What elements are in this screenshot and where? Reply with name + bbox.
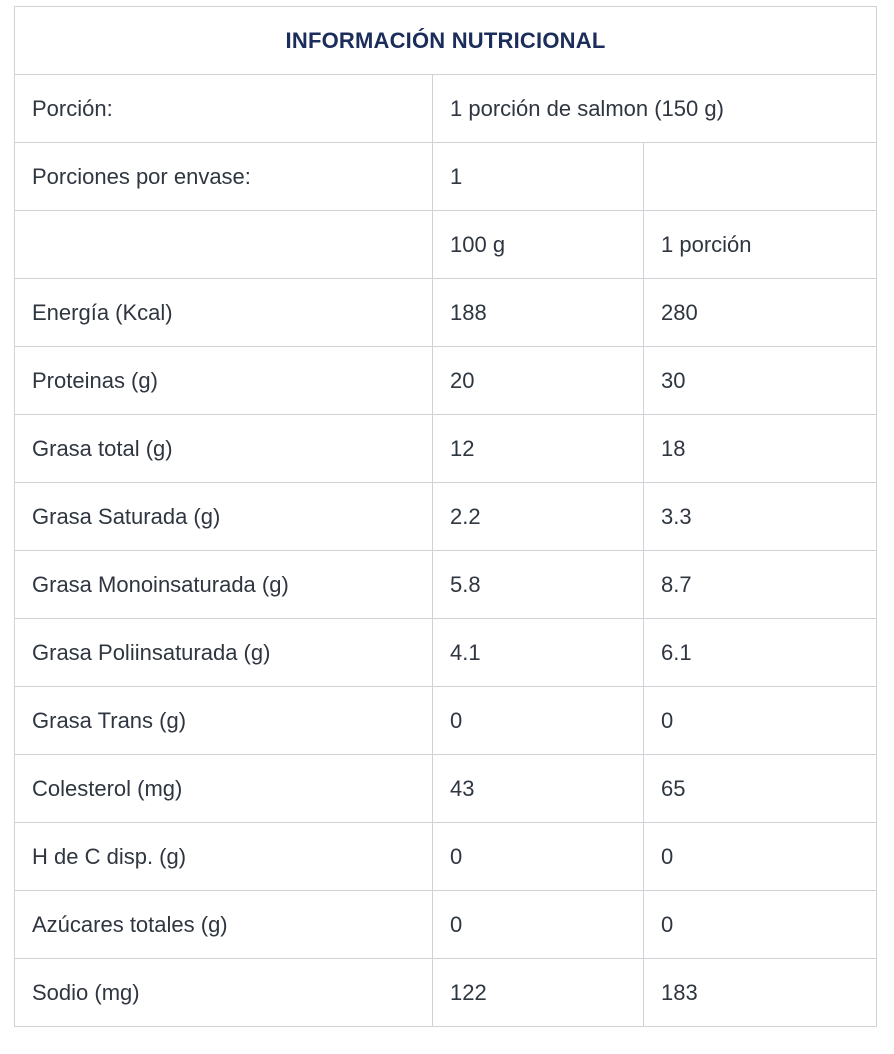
column-header-serving: 1 porción bbox=[644, 211, 877, 279]
value-per-serving: 280 bbox=[644, 279, 877, 347]
nutrient-label: Grasa Poliinsaturada (g) bbox=[15, 619, 433, 687]
table-row bbox=[15, 891, 877, 959]
value-per-100g: 0 bbox=[433, 687, 644, 755]
nutrient-label: Sodio (mg) bbox=[15, 959, 433, 1027]
nutrient-label: Grasa total (g) bbox=[15, 415, 433, 483]
value-per-100g: 20 bbox=[433, 347, 644, 415]
servings-per-container-row bbox=[15, 143, 877, 211]
table-title: INFORMACIÓN NUTRICIONAL bbox=[15, 7, 877, 75]
value-per-serving: 18 bbox=[644, 415, 877, 483]
value-per-serving: 183 bbox=[644, 959, 877, 1027]
value-per-serving: 30 bbox=[644, 347, 877, 415]
value-per-100g: 0 bbox=[433, 823, 644, 891]
nutrient-label: Grasa Monoinsaturada (g) bbox=[15, 551, 433, 619]
nutrient-label: Proteinas (g) bbox=[15, 347, 433, 415]
table-row bbox=[15, 959, 877, 1027]
nutrient-label: Azúcares totales (g) bbox=[15, 891, 433, 959]
value-per-100g: 2.2 bbox=[433, 483, 644, 551]
column-header-row bbox=[15, 211, 877, 279]
servings-per-container-label: Porciones por envase: bbox=[15, 143, 433, 211]
value-per-100g: 4.1 bbox=[433, 619, 644, 687]
value-per-serving: 0 bbox=[644, 687, 877, 755]
value-per-100g: 188 bbox=[433, 279, 644, 347]
nutrient-label: Grasa Saturada (g) bbox=[15, 483, 433, 551]
table-row bbox=[15, 755, 877, 823]
nutrient-label: Grasa Trans (g) bbox=[15, 687, 433, 755]
nutrient-label: Energía (Kcal) bbox=[15, 279, 433, 347]
value-per-serving: 6.1 bbox=[644, 619, 877, 687]
nutrient-label: Colesterol (mg) bbox=[15, 755, 433, 823]
table-row bbox=[15, 687, 877, 755]
serving-row bbox=[15, 75, 877, 143]
title-row bbox=[15, 7, 877, 75]
servings-per-container-value: 1 bbox=[433, 143, 644, 211]
value-per-100g: 0 bbox=[433, 891, 644, 959]
servings-per-container-empty bbox=[644, 143, 877, 211]
value-per-serving: 8.7 bbox=[644, 551, 877, 619]
value-per-serving: 0 bbox=[644, 891, 877, 959]
nutrition-table-container bbox=[14, 6, 876, 1027]
table-row bbox=[15, 483, 877, 551]
value-per-serving: 3.3 bbox=[644, 483, 877, 551]
serving-label: Porción: bbox=[15, 75, 433, 143]
value-per-100g: 5.8 bbox=[433, 551, 644, 619]
column-header-100g: 100 g bbox=[433, 211, 644, 279]
value-per-100g: 122 bbox=[433, 959, 644, 1027]
nutrition-table bbox=[14, 6, 877, 1027]
table-row bbox=[15, 279, 877, 347]
table-row bbox=[15, 823, 877, 891]
value-per-100g: 43 bbox=[433, 755, 644, 823]
table-row bbox=[15, 619, 877, 687]
column-header-blank bbox=[15, 211, 433, 279]
value-per-serving: 65 bbox=[644, 755, 877, 823]
table-row bbox=[15, 347, 877, 415]
value-per-serving: 0 bbox=[644, 823, 877, 891]
table-row bbox=[15, 415, 877, 483]
table-row bbox=[15, 551, 877, 619]
value-per-100g: 12 bbox=[433, 415, 644, 483]
nutrient-label: H de C disp. (g) bbox=[15, 823, 433, 891]
serving-value: 1 porción de salmon (150 g) bbox=[433, 75, 877, 143]
